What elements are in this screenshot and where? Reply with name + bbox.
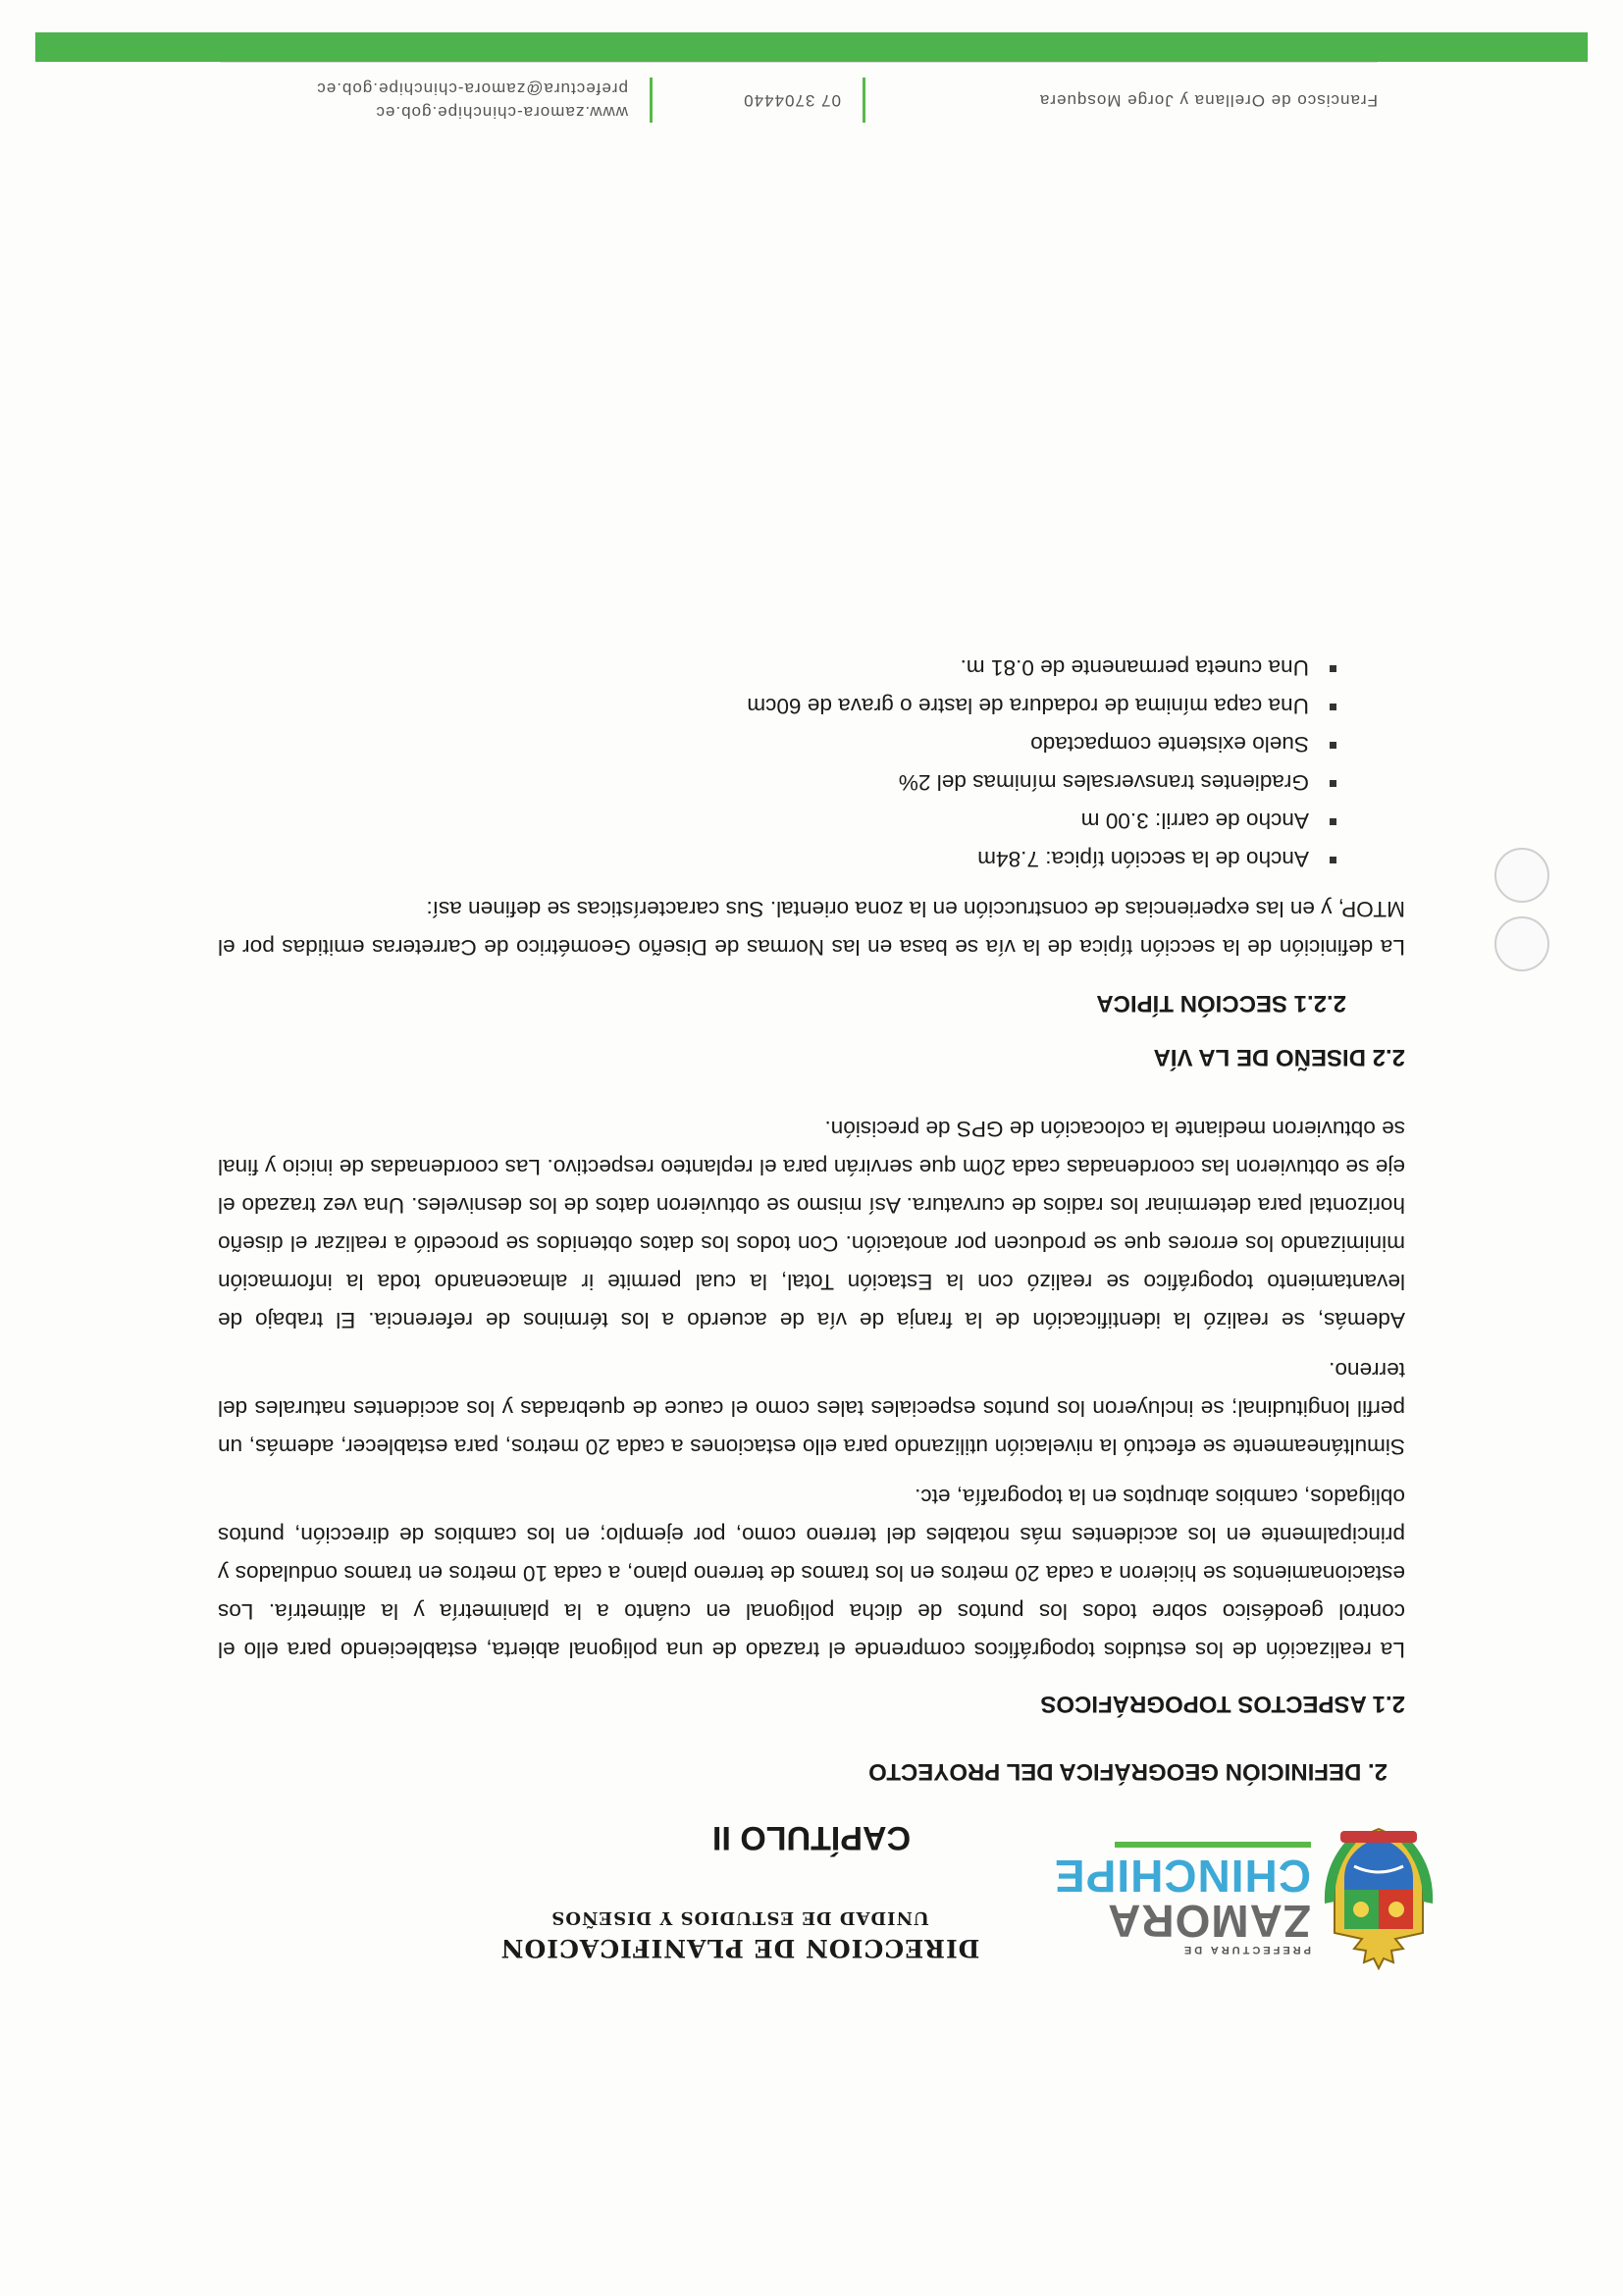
department-subtitle: UNIDAD DE ESTUDIOS Y DISEÑOS [550,1907,929,1928]
paragraph-typical-section: La definición de la sección típica de la vía se basa en las Normas de Diseño Geométrico de Carreteras emitidas por el MTOP, y en las experiencias de construcción en la zona oriental. Sus características se definen así: [218,897,1405,960]
punch-hole [1494,848,1549,903]
logo-zamora: ZAMORA [1107,1896,1311,1948]
footer-address: Francisco de Orellana y Jorge Mosquera [1038,91,1378,110]
footer-email-link[interactable]: prefectura@zamora-chinchipe.gob.ec [316,79,628,98]
footer-divider [863,78,865,123]
footer-divider [650,78,653,123]
footer-green-bar [35,32,1588,62]
punch-hole [1494,916,1549,971]
list-item: Ancho de la sección típica: 7.84m [218,840,1336,878]
section-2-2-1-heading: 2.2.1 SECCIÓN TÍPICA [1096,990,1346,1017]
section-2-2-heading: 2.2 DISEÑO DE LA VÍA [1153,1044,1405,1070]
list-item: Gradientes transversales mínimas del 2% [218,763,1336,802]
department-header [465,1907,1015,1962]
list-item: Suelo existente compactado [218,725,1336,763]
list-item: Ancho de carril: 3.00 m [218,802,1336,840]
footer-phone: 07 3704440 [743,91,841,110]
logo-prefix: PREFECTURA DE [1180,1944,1311,1957]
paragraph-leveling: Simultáneamente se efectuó la nivelación utilizando para ello estaciones a cada 20 metros, para establecer, además, un perfil longitudinal; se incluyeron los puntos especiales tales como el cauce de quebradas y los accidentes naturales del terreno. [218,1358,1405,1459]
section-2-1-heading: 2.1 ASPECTOS TOPOGRÁFICOS [1040,1691,1405,1717]
footer-website-link[interactable]: www.zamora-chinchipe.gob.ec [375,103,628,122]
list-item: Una cuneta permanente de 0.81 m. [218,649,1336,687]
document-body [218,649,1405,1791]
list-item: Una capa mínima de rodadura de lastre o grava de 60cm [218,687,1336,725]
chapter-title: CAPÍTULO II [711,1819,912,1856]
logo-chinchipe: CHINCHIPE [1053,1851,1311,1903]
department-title: DIRECCION DE PLANIFICACION [499,1934,980,1962]
paragraph-topographic-studies: La realización de los estudios topográficos comprende el trazado de una poligonal abierta, estableciendo para ello el control geodésico sobre todos los puntos de dicha poligonal en cuánto a la planimetría y la altimetría. Los estacionamientos se hicieron a cada 20 metros en los tramos de terreno plano, a cada 10 metros en tramos ondulados y principalmente en los accidentes más notables del terreno como, por ejemplo; en los cambios de dirección, puntos obligados, cambios abruptos en la topografía, etc. [218,1485,1405,1662]
typical-section-features [218,649,1405,878]
footer-rule [220,62,1378,63]
paragraph-survey-work: Además, se realizó la identificación de la franja de vía de acuerdo a los términos de referencia. El trabajo de levantamiento topográfico se realizó con la Estación Total, la cual permite ir almacenando toda la información minimizando los errores que se producen por anotación. Con todos los datos obtenidos se procedió a realizar el diseño horizontal para determinar los radios de curvatura. Así mismo se obtuvieron datos de los desniveles. Una vez trazado el eje se obtuvieron las coordenadas cada 20m que servirán para el replanteo respectivo. Las coordenadas de inicio y final se obtuvieron mediante la colocación de GPS de precisión. [218,1117,1405,1332]
section-2-heading: 2. DEFINICIÓN GEOGRÁFICA DEL PROYECTO [868,1758,1387,1785]
page-footer [220,66,1378,134]
